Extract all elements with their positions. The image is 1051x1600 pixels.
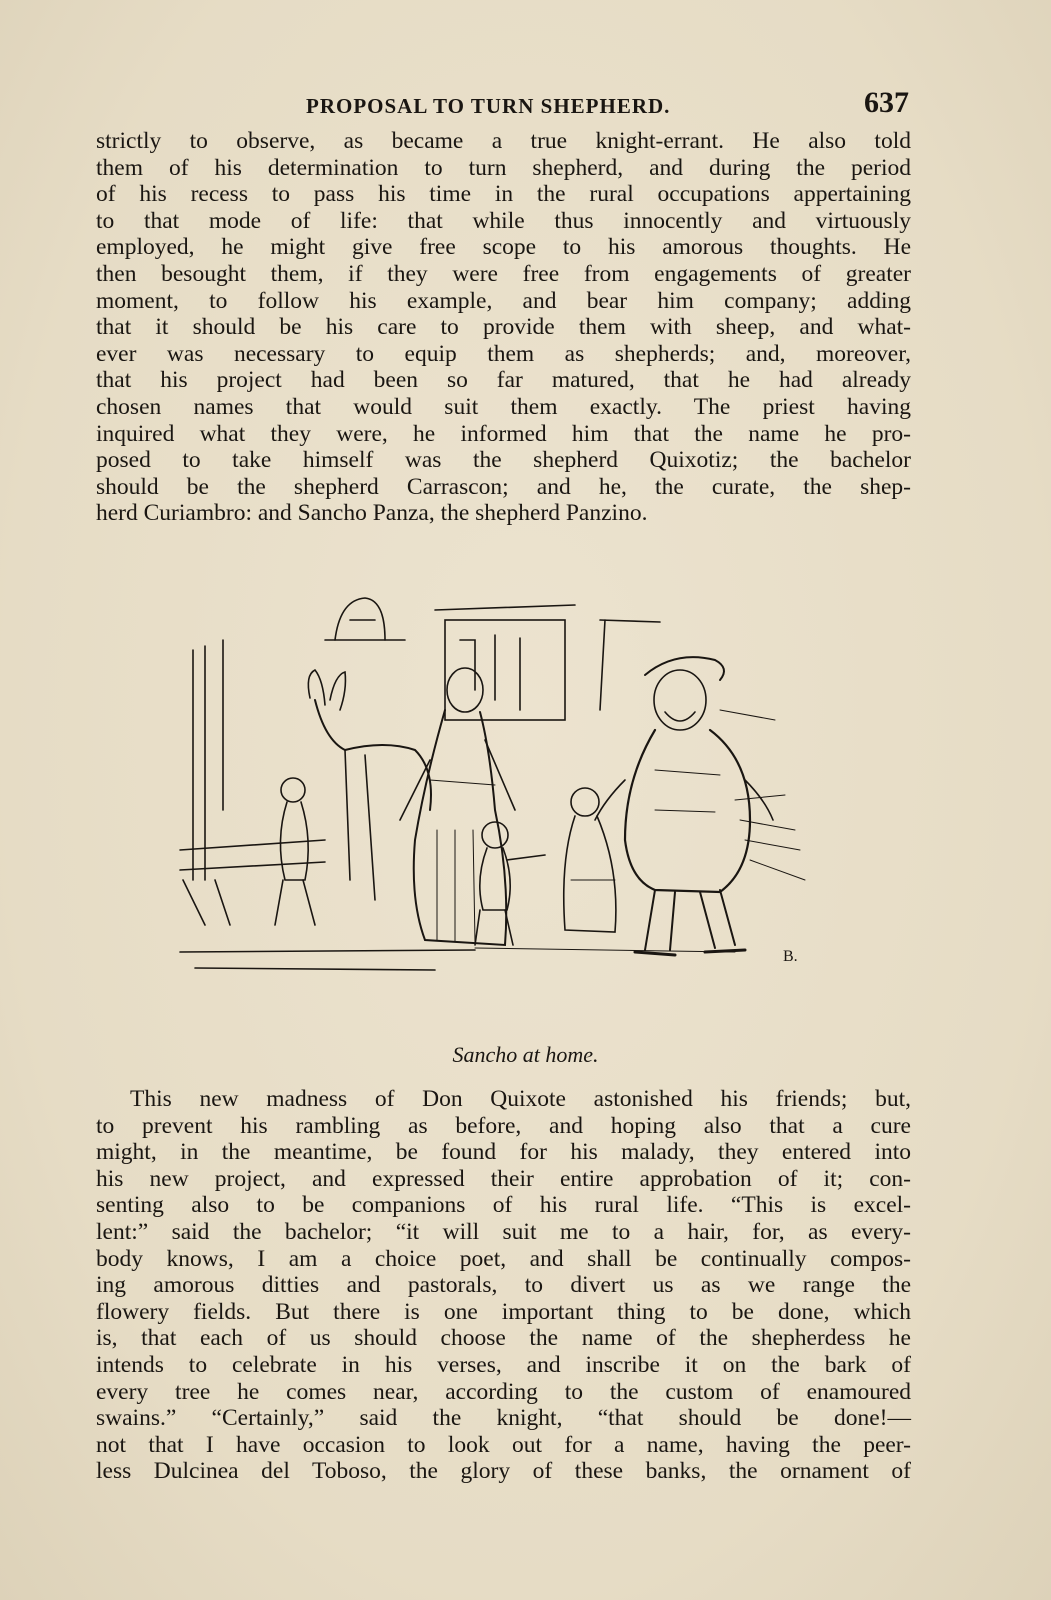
text-line: less Dulcinea del Toboso, the glory of these banks, the ornament of (96, 1458, 911, 1485)
text-line: is, that each of us should choose the name of the shepherdess he (96, 1325, 911, 1352)
text-line: chosen names that would suit them exactly. The priest having (96, 393, 911, 420)
text-line: of his recess to pass his time in the rural occupations appertaining (96, 181, 911, 208)
paragraph-2 (96, 1086, 911, 1485)
artist-signature: B. (783, 948, 798, 965)
text-line: to prevent his rambling as before, and hoping also that a cure (96, 1112, 911, 1139)
running-title: PROPOSAL TO TURN SHEPHERD. (306, 94, 671, 118)
illustration-sancho-at-home (175, 580, 855, 1000)
page-header (96, 86, 911, 126)
text-line: ing amorous ditties and pastorals, to divert us as we range the (96, 1272, 911, 1299)
text-line: should be the shepherd Carrascon; and he, the curate, the shep- (96, 473, 911, 500)
text-line: not that I have occasion to look out for a name, having the peer- (96, 1431, 911, 1458)
text-line: that it should be his care to provide them with sheep, and what- (96, 314, 911, 341)
text-line: This new madness of Don Quixote astonished his friends; but, (130, 1086, 911, 1112)
text-line: that his project had been so far matured, that he had already (96, 367, 911, 394)
text-line: to that mode of life: that while thus innocently and virtuously (96, 207, 911, 234)
text-line: intends to celebrate in his verses, and inscribe it on the bark of (96, 1351, 911, 1378)
text-line: senting also to be companions of his rural life. “This is excel- (96, 1192, 911, 1219)
figure-caption: Sancho at home. (452, 1042, 599, 1067)
text-line: every tree he comes near, according to the custom of enamoured (96, 1378, 911, 1405)
text-line: body knows, I am a choice poet, and shall be continually compos- (96, 1245, 911, 1272)
text-line: flowery fields. But there is one important thing to be done, which (96, 1298, 911, 1325)
text-line: might, in the meantime, be found for his malady, they entered into (96, 1139, 911, 1166)
text-line: herd Curiambro: and Sancho Panza, the shepherd Panzino. (96, 500, 648, 527)
text-line: employed, he might give free scope to his amorous thoughts. He (96, 234, 911, 261)
paragraph-1 (96, 128, 911, 527)
text-line: ever was necessary to equip them as shepherds; and, moreover, (96, 340, 911, 367)
text-line: inquired what they were, he informed him that the name he pro- (96, 420, 911, 447)
text-line: them of his determination to turn shepherd, and during the period (96, 154, 911, 181)
text-line: his new project, and expressed their entire approbation of it; con- (96, 1165, 911, 1192)
text-line: swains.” “Certainly,” said the knight, “that should be done!— (96, 1405, 911, 1432)
text-line: moment, to follow his example, and bear him company; adding (96, 287, 911, 314)
text-line: posed to take himself was the shepherd Quixotiz; the bachelor (96, 447, 911, 474)
text-line: strictly to observe, as became a true knight-errant. He also told (96, 128, 911, 154)
text-line: lent:” said the bachelor; “it will suit me to a hair, for, as every- (96, 1218, 911, 1245)
page-number: 637 (864, 86, 909, 119)
text-line: then besought them, if they were free from engagements of greater (96, 260, 911, 287)
